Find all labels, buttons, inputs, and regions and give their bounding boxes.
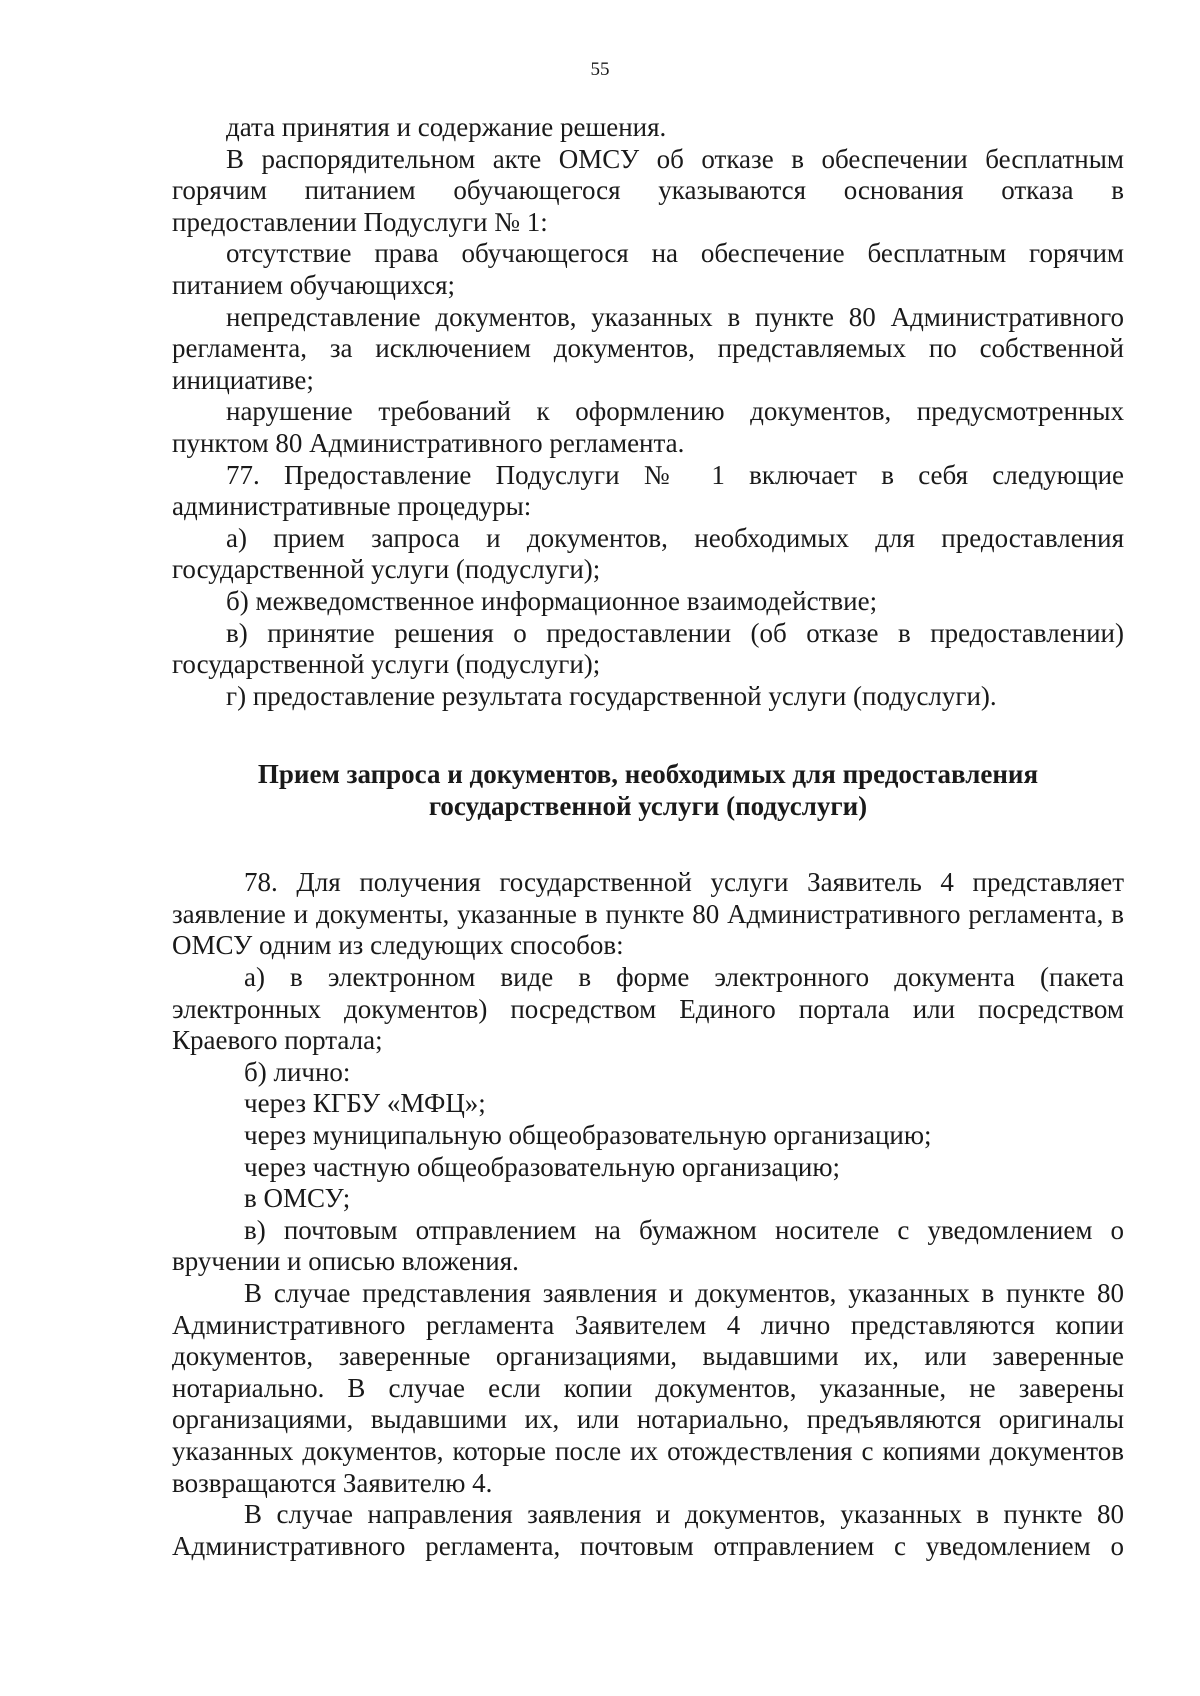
paragraph: отсутствие права обучающегося на обеспечение бесплатным горячим питанием обучающихся; (172, 238, 1124, 300)
paragraph: дата принятия и содержание решения. (226, 112, 667, 142)
paragraph: а) в электронном виде в форме электронного документа (пакета электронных документов) посредством Единого портала или посредством Краевого портала; (172, 962, 1124, 1056)
paragraph: через частную общеобразовательную организацию; (244, 1151, 841, 1182)
document-body (172, 112, 1124, 1562)
paragraph: В случае представления заявления и документов, указанных в пункте 80 Административного регламента Заявителем 4 лично представляются копии документов, заверенные организациями, выдавшими их, или заверенные нотариально. В случае если копии документов, указанные, не заверены организациями, выдавшими их, или нотариально, предъявляются оригиналы указанных документов, которые после их отождествления с копиями документов возвращаются Заявителю 4. (172, 1278, 1124, 1498)
page-number: 55 (590, 59, 610, 80)
section-heading: государственной услуги (подуслуги) (428, 791, 868, 822)
paragraph: через муниципальную общеобразовательную организацию; (244, 1120, 932, 1151)
paragraph: В случае направления заявления и документов, указанных в пункте 80 Административного регламента, почтовым отправлением с уведомлением о (172, 1499, 1124, 1561)
paragraph: в) принятие решения о предоставлении (об отказе в предоставлении) государственной услуги (подуслуги); (172, 617, 1124, 680)
paragraph: 78. Для получения государственной услуги Заявитель 4 представляет заявление и документы, указанные в пункте 80 Административного регламента, в ОМСУ одним из следующих способов: (172, 867, 1124, 961)
paragraph: г) предоставление результата государственной услуги (подуслуги). (226, 680, 997, 711)
paragraph: через КГБУ «МФЦ»; (244, 1088, 486, 1119)
paragraph: непредставление документов, указанных в пункте 80 Административного регламента, за исключением документов, представляемых по собственной инициативе; (172, 301, 1124, 395)
spacer (172, 822, 1124, 867)
section-heading: Прием запроса и документов, необходимых для предоставления (257, 759, 1039, 790)
paragraph: В распорядительном акте ОМСУ об отказе в обеспечении бесплатным горячим питанием обучающегося указываются основания отказа в предоставлении Подуслуги № 1: (172, 143, 1124, 237)
paragraph: в ОМСУ; (244, 1183, 351, 1214)
paragraph: в) почтовым отправлением на бумажном носителе с уведомлением о вручении и описью вложения. (172, 1214, 1124, 1277)
paragraph: б) лично: (244, 1056, 351, 1087)
paragraph: б) межведомственное информационное взаимодействие; (226, 585, 878, 616)
paragraph: нарушение требований к оформлению документов, предусмотренных пунктом 80 Административного регламента. (172, 396, 1124, 458)
paragraph: а) прием запроса и документов, необходимых для предоставления государственной услуги (подуслуги); (172, 522, 1124, 585)
spacer (172, 712, 1124, 758)
paragraph: 77. Предоставление Подуслуги № 1 включает в себя следующие административные процедуры: (172, 459, 1124, 522)
